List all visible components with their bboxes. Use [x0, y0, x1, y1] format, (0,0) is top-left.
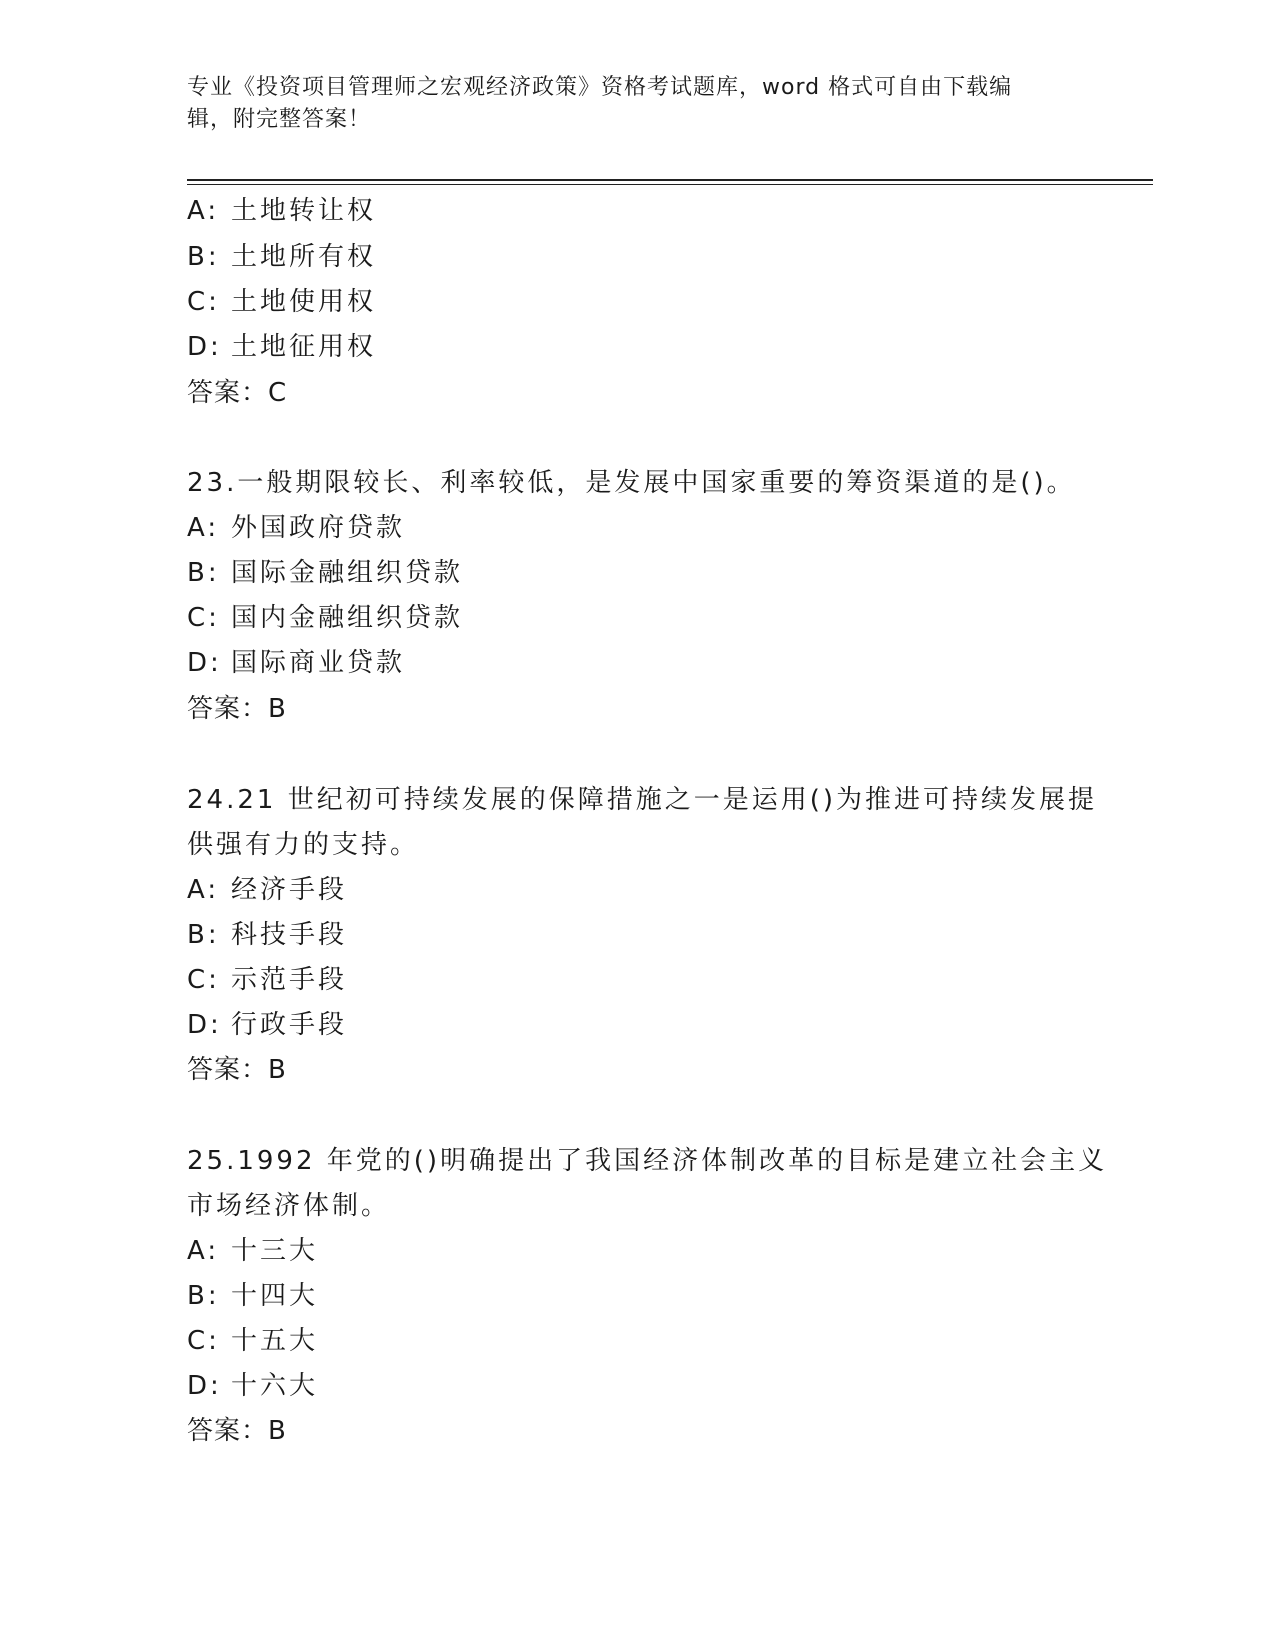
q23-question: 23.一般期限较长、利率较低，是发展中国家重要的筹资渠道的是()。 [187, 468, 1076, 498]
q22-option-d: D: 土地征用权 [187, 332, 377, 362]
q22-option-b: B: 土地所有权 [187, 242, 377, 272]
q25-option-d: D: 十六大 [187, 1371, 319, 1401]
header-rule-thick [187, 179, 1153, 181]
q25-option-c: C: 十五大 [187, 1326, 319, 1356]
q23-option-d: D: 国际商业贷款 [187, 648, 406, 678]
q25-option-a: A: 十三大 [187, 1236, 319, 1266]
q25-question-line-1: 25.1992 年党的()明确提出了我国经济体制改革的目标是建立社会主义 [187, 1146, 1108, 1176]
q24-option-a: A: 经济手段 [187, 875, 348, 905]
q24-option-b: B: 科技手段 [187, 920, 348, 950]
q22-option-c: C: 土地使用权 [187, 287, 377, 317]
q23-option-a: A: 外国政府贷款 [187, 513, 406, 543]
q22-answer: 答案：C [187, 378, 288, 408]
header-line-1: 专业《投资项目管理师之宏观经济政策》资格考试题库，word 格式可自由下载编 [187, 75, 1013, 100]
q22-option-a: A: 土地转让权 [187, 196, 377, 226]
document-header [187, 72, 1067, 136]
q24-question-line-2: 供强有力的支持。 [187, 830, 420, 860]
q24-answer: 答案：B [187, 1055, 287, 1085]
q25-answer: 答案：B [187, 1416, 287, 1446]
q23-option-b: B: 国际金融组织贷款 [187, 558, 464, 588]
header-rule-thin [187, 184, 1153, 185]
q24-option-d: D: 行政手段 [187, 1010, 348, 1040]
q23-option-c: C: 国内金融组织贷款 [187, 603, 464, 633]
q24-question-line-1: 24.21 世纪初可持续发展的保障措施之一是运用()为推进可持续发展提 [187, 785, 1097, 815]
q25-option-b: B: 十四大 [187, 1281, 319, 1311]
q23-answer: 答案：B [187, 694, 287, 724]
header-line-2: 辑，附完整答案！ [187, 107, 372, 132]
q25-question-line-2: 市场经济体制。 [187, 1191, 391, 1221]
q24-option-c: C: 示范手段 [187, 965, 348, 995]
